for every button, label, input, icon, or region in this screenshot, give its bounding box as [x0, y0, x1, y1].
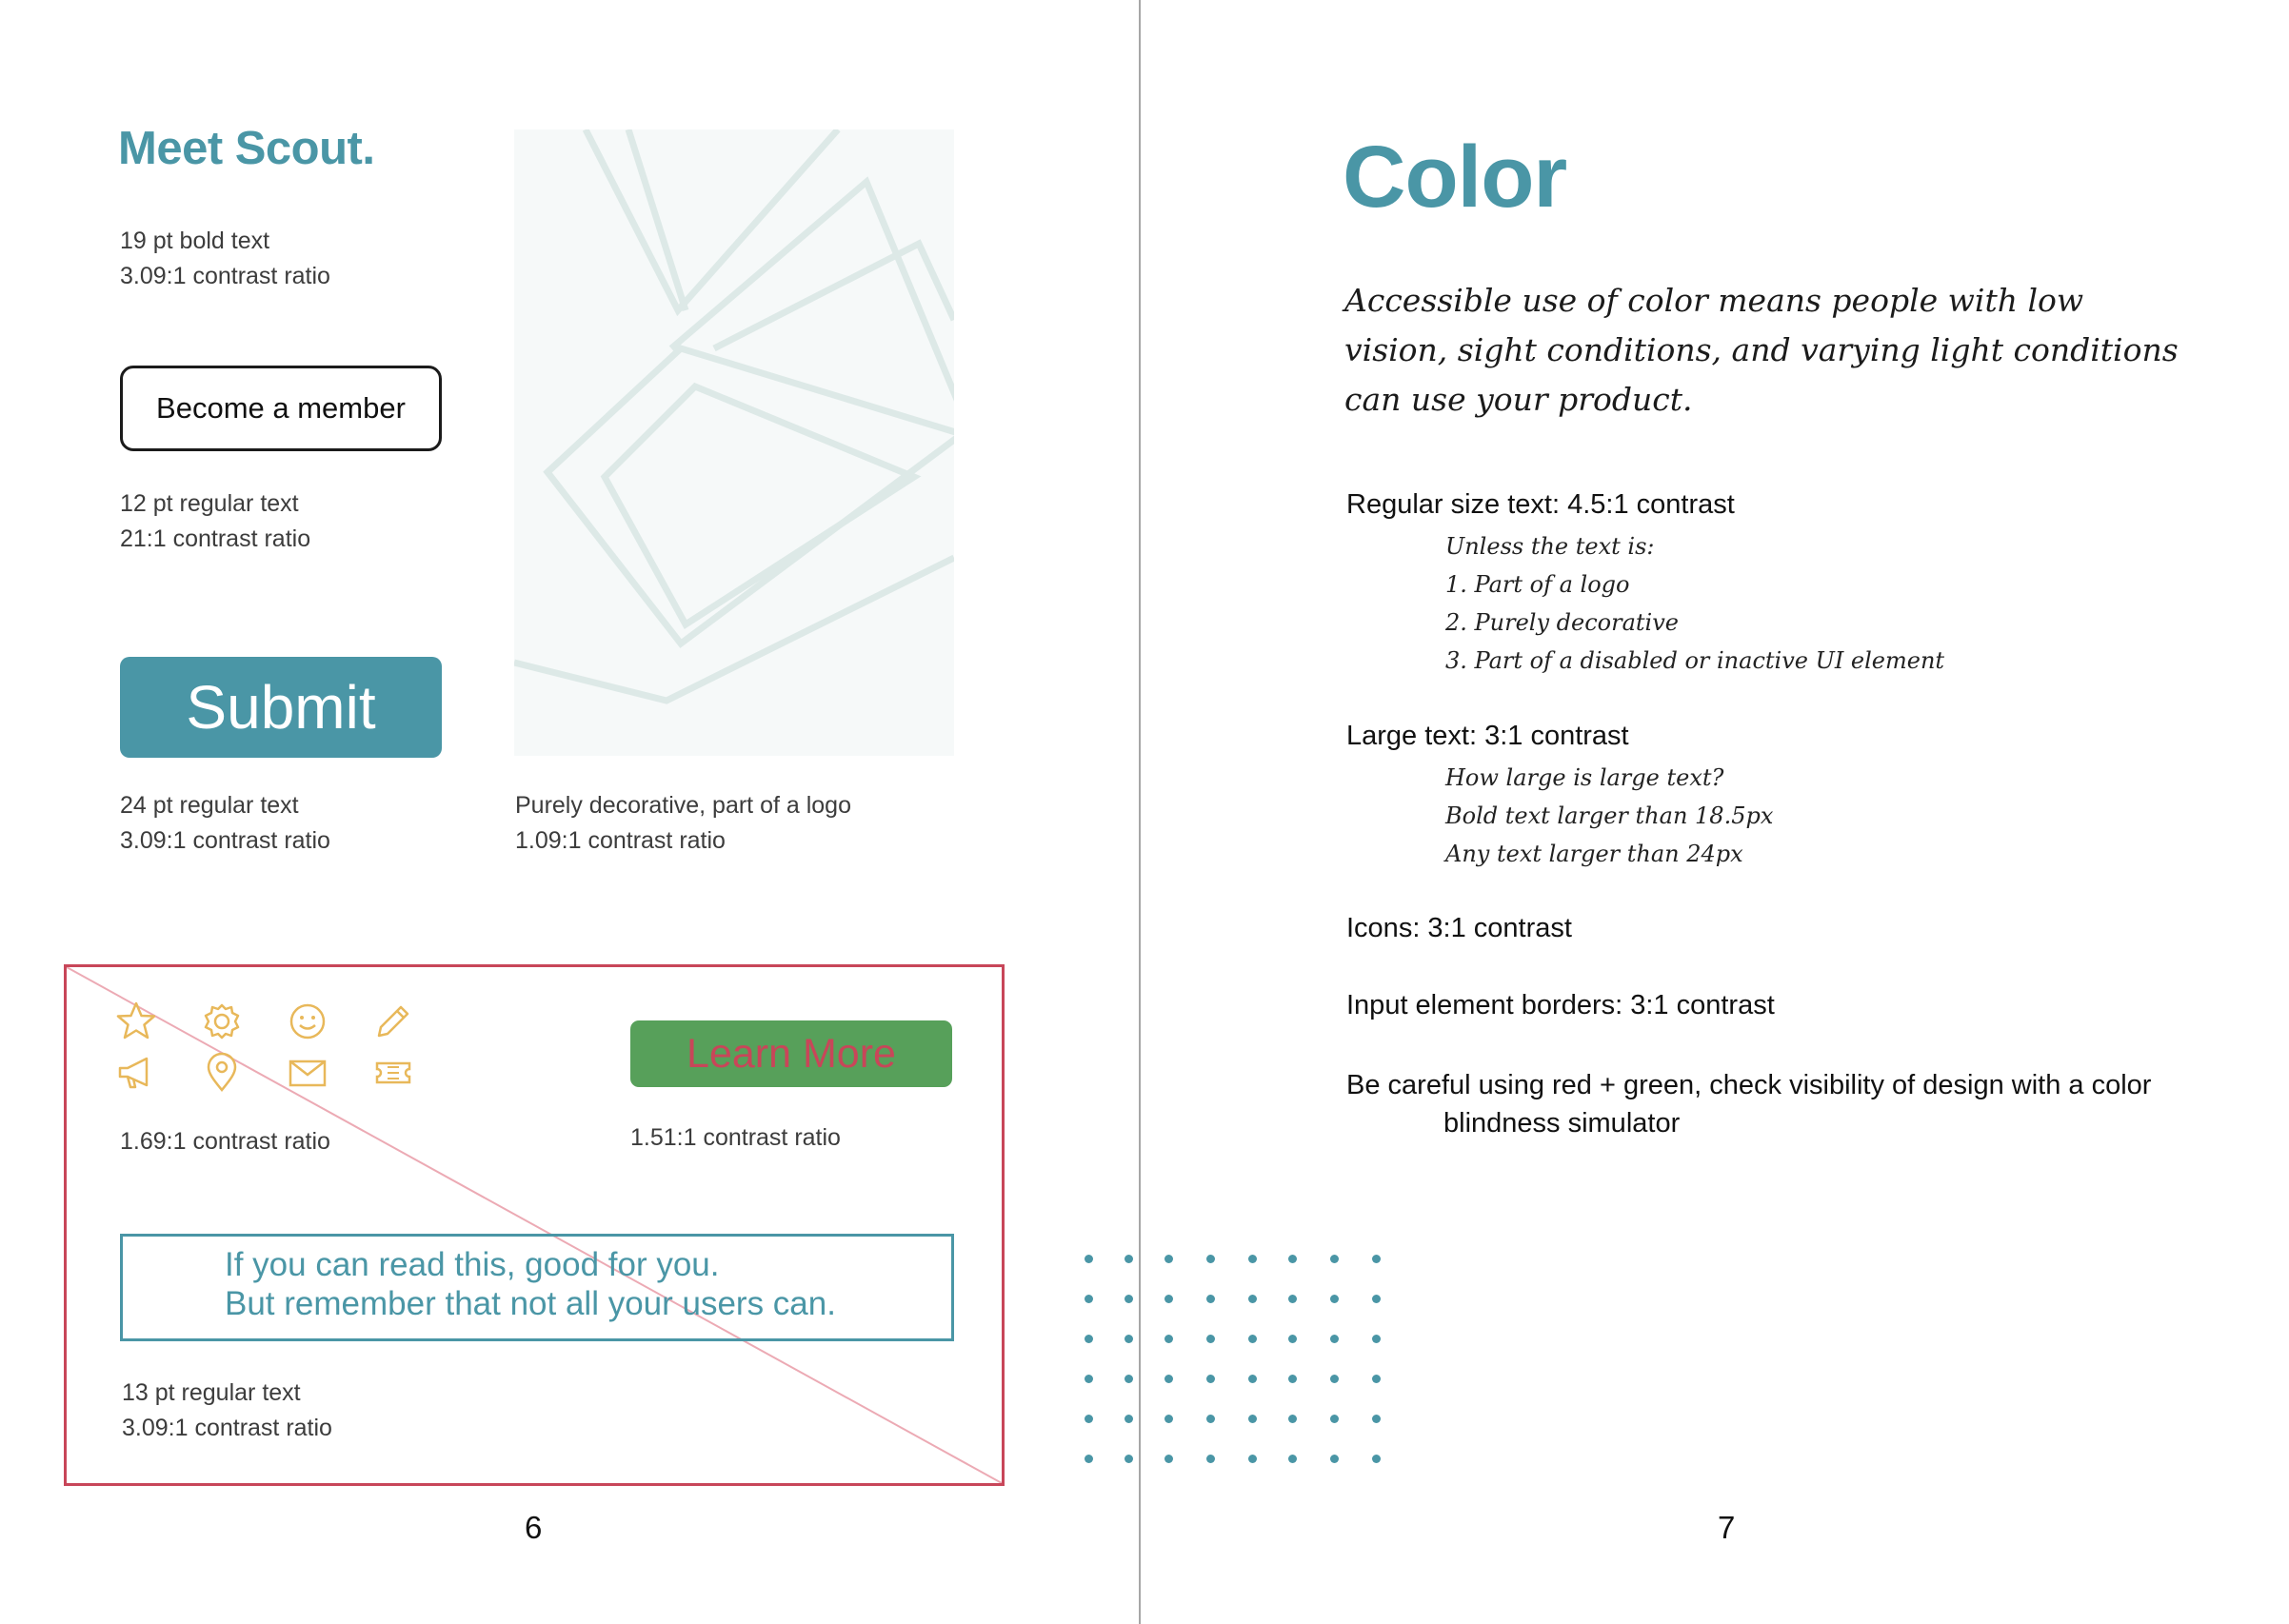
ticket-icon — [371, 1051, 415, 1095]
decorative-dot — [1206, 1375, 1215, 1383]
decorative-dot — [1085, 1415, 1093, 1423]
page-number-left: 6 — [525, 1510, 543, 1545]
large-notes-list — [1445, 759, 1773, 873]
red-green-rule-line-2: blindness simulator — [1443, 1108, 1681, 1139]
list-item: 1. Part of a logo — [1445, 571, 1630, 598]
decorative-dot — [1164, 1255, 1173, 1263]
intro-paragraph: Accessible use of color means people with low vision, sight conditions, and varying light conditions can use your product. — [1344, 282, 2179, 418]
decorative-dot-pattern — [1085, 1255, 1389, 1464]
envelope-icon — [286, 1051, 329, 1095]
submit-caption-line-2: 3.09:1 contrast ratio — [120, 827, 330, 854]
decorative-dot — [1330, 1415, 1339, 1423]
decorative-dot — [1330, 1335, 1339, 1343]
readable-text-line-1: If you can read this, good for you. — [225, 1246, 720, 1283]
decorative-dot — [1206, 1295, 1215, 1303]
readable-text-line-2: But remember that not all your users can. — [225, 1285, 836, 1322]
readable-text — [225, 1245, 836, 1323]
list-item: Bold text larger than 18.5px — [1445, 802, 1774, 829]
decorative-dot — [1372, 1295, 1381, 1303]
icons-rule: Icons: 3:1 contrast — [1346, 913, 1572, 943]
red-green-rule — [1346, 1066, 2151, 1142]
pencil-icon — [371, 1000, 415, 1043]
logo-caption-line-2: 1.09:1 contrast ratio — [515, 827, 726, 854]
decorative-dot — [1085, 1255, 1093, 1263]
page-number-right: 7 — [1718, 1510, 1736, 1545]
decorative-dot — [1085, 1375, 1093, 1383]
decorative-dot — [1248, 1295, 1257, 1303]
large-text-rule: Large text: 3:1 contrast — [1346, 721, 1629, 751]
decorative-dot — [1248, 1375, 1257, 1383]
decorative-dot — [1164, 1335, 1173, 1343]
decorative-dot — [1164, 1375, 1173, 1383]
decorative-dot — [1330, 1455, 1339, 1463]
list-item: How large is large text? — [1445, 764, 1724, 791]
logo-caption — [515, 788, 851, 859]
member-caption-line-1: 12 pt regular text — [120, 490, 299, 517]
readable-caption-line-1: 13 pt regular text — [122, 1379, 301, 1406]
decorative-dot — [1288, 1375, 1297, 1383]
decorative-dot — [1206, 1255, 1215, 1263]
logo-caption-line-1: Purely decorative, part of a logo — [515, 792, 851, 819]
heading-caption-line-1: 19 pt bold text — [120, 228, 270, 254]
decorative-dot — [1164, 1455, 1173, 1463]
learn-more-button[interactable]: Learn More — [630, 1020, 952, 1087]
location-pin-icon — [200, 1051, 244, 1095]
learn-more-caption: 1.51:1 contrast ratio — [630, 1124, 841, 1151]
list-item: Any text larger than 24px — [1445, 841, 1743, 867]
member-caption — [120, 486, 310, 557]
meet-scout-heading: Meet Scout. — [118, 123, 375, 174]
decorative-dot — [1164, 1295, 1173, 1303]
decorative-dot — [1085, 1455, 1093, 1463]
submit-button[interactable]: Submit — [120, 657, 442, 758]
member-caption-line-2: 21:1 contrast ratio — [120, 525, 311, 552]
decorative-dot — [1330, 1375, 1339, 1383]
decorative-dot — [1125, 1455, 1133, 1463]
decorative-dot — [1288, 1455, 1297, 1463]
decorative-dot — [1125, 1255, 1133, 1263]
decorative-dot — [1248, 1255, 1257, 1263]
decorative-dot — [1288, 1295, 1297, 1303]
decorative-dot — [1372, 1335, 1381, 1343]
star-icon — [114, 1000, 158, 1043]
list-item: Unless the text is: — [1445, 533, 1655, 560]
decorative-dot — [1372, 1255, 1381, 1263]
decorative-dot — [1248, 1335, 1257, 1343]
decorative-dot — [1288, 1255, 1297, 1263]
decorative-dot — [1372, 1455, 1381, 1463]
decorative-dot — [1125, 1295, 1133, 1303]
decorative-dot — [1206, 1415, 1215, 1423]
icons-caption: 1.69:1 contrast ratio — [120, 1128, 330, 1155]
readable-caption — [122, 1376, 332, 1446]
page-title: Color — [1343, 129, 1567, 226]
heading-caption-line-2: 3.09:1 contrast ratio — [120, 263, 330, 289]
gear-icon — [200, 1000, 244, 1043]
regular-exceptions-list — [1445, 527, 1944, 680]
regular-text-rule: Regular size text: 4.5:1 contrast — [1346, 489, 1735, 520]
list-item: 3. Part of a disabled or inactive UI element — [1445, 647, 1945, 674]
megaphone-icon — [114, 1051, 158, 1095]
decorative-dot — [1288, 1415, 1297, 1423]
borders-rule: Input element borders: 3:1 contrast — [1346, 990, 1775, 1020]
red-green-rule-line-1: Be careful using red + green, check visibility of design with a color — [1346, 1070, 2152, 1100]
decorative-dot — [1164, 1415, 1173, 1423]
decorative-logo-graphic — [514, 129, 954, 756]
become-member-button[interactable]: Become a member — [120, 366, 442, 451]
decorative-dot — [1125, 1375, 1133, 1383]
submit-caption — [120, 788, 330, 859]
decorative-dot — [1125, 1335, 1133, 1343]
submit-caption-line-1: 24 pt regular text — [120, 792, 299, 819]
decorative-dot — [1206, 1455, 1215, 1463]
decorative-dot — [1125, 1415, 1133, 1423]
decorative-dot — [1248, 1415, 1257, 1423]
decorative-dot — [1288, 1335, 1297, 1343]
decorative-logo-panel — [514, 129, 954, 756]
decorative-dot — [1372, 1415, 1381, 1423]
list-item: 2. Purely decorative — [1445, 609, 1679, 636]
readable-caption-line-2: 3.09:1 contrast ratio — [122, 1415, 332, 1441]
decorative-dot — [1206, 1335, 1215, 1343]
decorative-dot — [1085, 1335, 1093, 1343]
decorative-dot — [1330, 1295, 1339, 1303]
decorative-dot — [1330, 1255, 1339, 1263]
heading-caption — [120, 224, 330, 294]
decorative-dot — [1085, 1295, 1093, 1303]
smiley-icon — [286, 1000, 329, 1043]
decorative-dot — [1248, 1455, 1257, 1463]
decorative-dot — [1372, 1375, 1381, 1383]
